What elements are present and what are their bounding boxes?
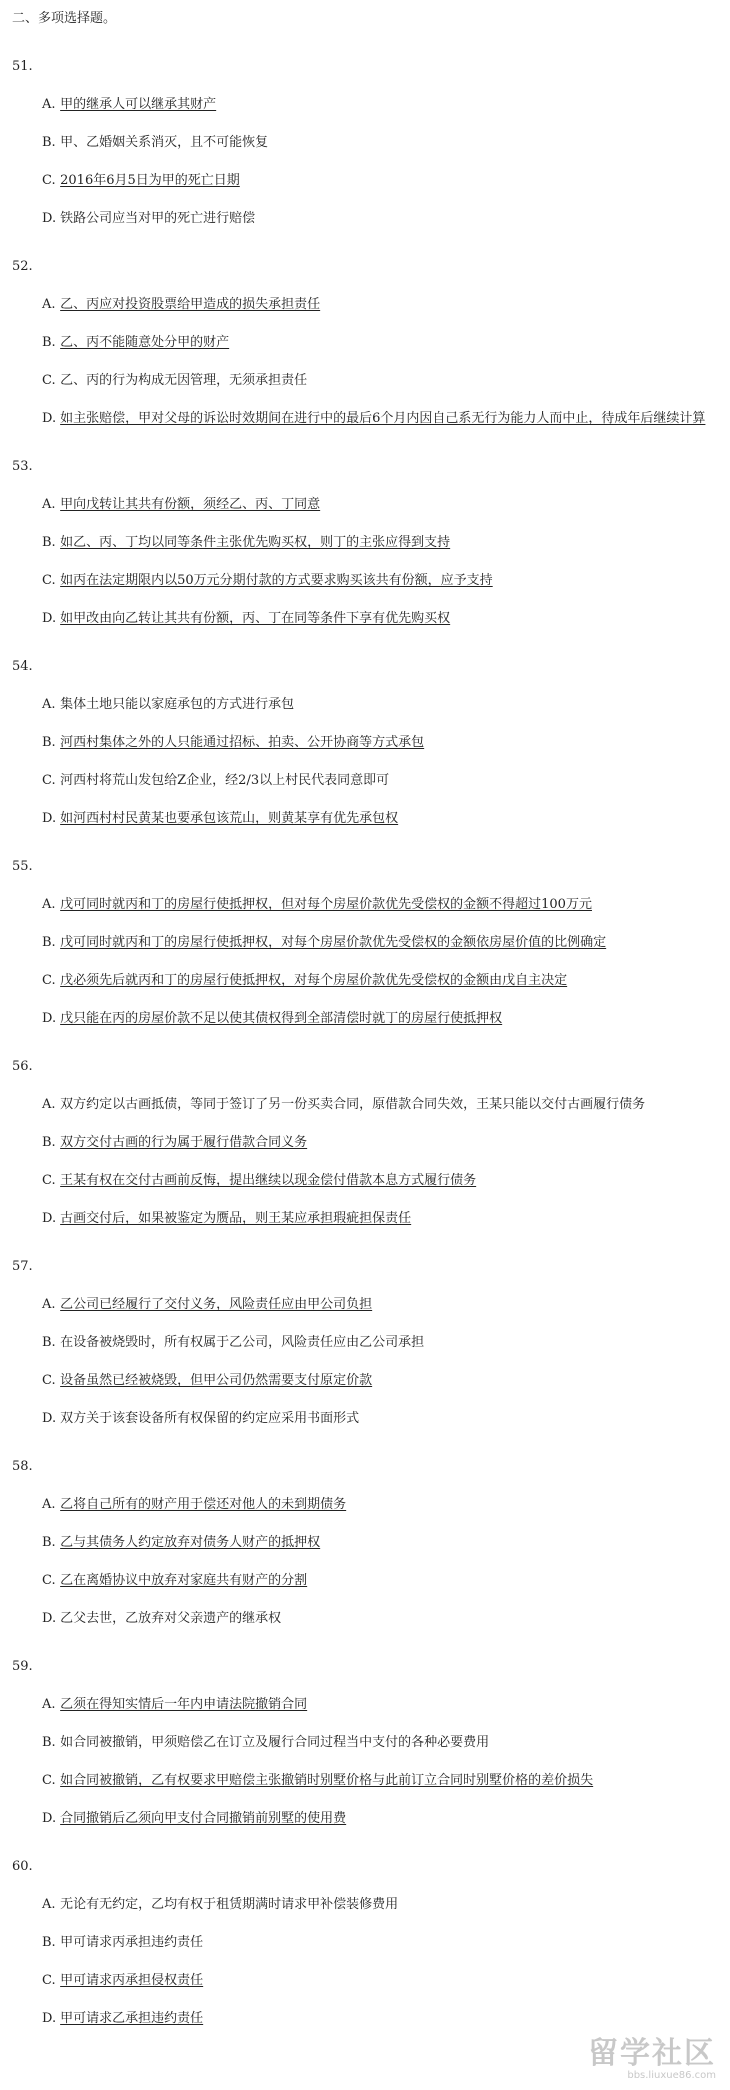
option-text: 如乙、丙、丁均以同等条件主张优先购买权，则丁的主张应得到支持 [60,535,451,550]
answer-option [42,1894,712,1915]
watermark-logo-text: 留学社区 [588,2036,716,2071]
answer-option [42,1132,712,1153]
answer-option [42,808,712,829]
question-spacer [12,246,712,258]
question-spacer [12,1846,712,1858]
option-text: 集体土地只能以家庭承包的方式进行承包 [60,697,295,712]
answer-option [42,332,712,353]
question-block [12,658,712,858]
answer-option [42,1294,712,1315]
option-text: 双方交付古画的行为属于履行借款合同义务 [60,1135,308,1150]
option-letter: B. [42,1935,56,1950]
option-text: 古画交付后，如果被鉴定为赝品，则王某应承担瑕疵担保责任 [60,1211,412,1226]
option-letter: A. [42,1497,56,1512]
option-letter: C. [42,173,56,188]
site-watermark-logo [588,2038,716,2082]
option-letter: D. [42,1611,57,1626]
option-letter: B. [42,935,56,950]
option-letter: B. [42,1735,56,1750]
option-letter: B. [42,135,56,150]
option-letter: B. [42,735,56,750]
option-letter: D. [42,211,57,226]
question-block [12,58,712,258]
question-block [12,1658,712,1858]
option-text: 如河西村村民黄某也要承包该荒山，则黄某享有优先承包权 [60,811,399,826]
question-spacer [12,1646,712,1658]
question-list [12,58,712,2029]
option-text: 在设备被烧毁时，所有权属于乙公司，风险责任应由乙公司承担 [60,1335,425,1350]
option-letter: D. [42,611,57,626]
answer-option [42,1170,712,1191]
question-number: 52. [12,259,33,274]
option-letter: B. [42,1135,56,1150]
option-text: 如甲改由向乙转让其共有份额，丙、丁在同等条件下享有优先购买权 [60,611,451,626]
option-letter: B. [42,1535,56,1550]
option-text: 乙、丙不能随意处分甲的财产 [60,335,230,350]
option-letter: D. [42,1011,57,1026]
option-text: 甲、乙婚姻关系消灭，且不可能恢复 [60,135,269,150]
question-spacer [12,846,712,858]
question-spacer [12,1246,712,1258]
question-number: 57. [12,1259,33,1274]
option-text: 河西村将荒山发包给Z企业，经2/3以上村民代表同意即可 [60,773,390,788]
option-text: 2016年6月5日为甲的死亡日期 [60,173,240,188]
answer-option [42,1932,712,1953]
answer-option [42,1608,712,1629]
option-letter: A. [42,97,56,112]
option-text: 戊可同时就丙和丁的房屋行使抵押权，但对每个房屋价款优先受偿权的金额不得超过100万元 [60,897,592,912]
answer-option [42,570,712,591]
option-letter: C. [42,973,56,988]
option-text: 戊必须先后就丙和丁的房屋行使抵押权，对每个房屋价款优先受偿权的金额由戊自主决定 [60,973,568,988]
answer-option [42,94,712,115]
question-number: 54. [12,659,33,674]
answer-option [42,1570,712,1591]
option-text: 乙与其债务人约定放弃对债务人财产的抵押权 [60,1535,321,1550]
option-letter: C. [42,1773,56,1788]
option-text: 乙须在得知实情后一年内申请法院撤销合同 [60,1697,308,1712]
option-letter: A. [42,897,56,912]
question-spacer [12,1446,712,1458]
answer-option [42,1094,712,1115]
answer-option [42,208,712,229]
answer-option [42,932,712,953]
question-block [12,1258,712,1458]
question-number: 51. [12,59,33,74]
option-text: 双方约定以古画抵债，等同于签订了另一份买卖合同，原借款合同失效，王某只能以交付古画履行债务 [60,1097,646,1112]
question-block [12,858,712,1058]
option-letter: C. [42,1973,56,1988]
option-letter: D. [42,1411,57,1426]
option-letter: D. [42,811,57,826]
answer-option [42,608,712,629]
question-spacer [12,446,712,458]
option-text: 如主张赔偿，甲对父母的诉讼时效期间在进行中的最后6个月内因自己系无行为能力人而中止，待成年后继续计算 [60,411,706,426]
answer-option [42,1694,712,1715]
answer-option [42,694,712,715]
answer-option [42,408,712,429]
question-number: 53. [12,459,33,474]
answer-option [42,1208,712,1229]
answer-option [42,1770,712,1791]
answer-option [42,2008,712,2029]
option-text: 甲可请求乙承担违约责任 [60,2011,204,2026]
answer-option [42,294,712,315]
answer-option [42,1008,712,1029]
option-letter: C. [42,1573,56,1588]
option-text: 戊只能在丙的房屋价款不足以使其债权得到全部清偿时就丁的房屋行使抵押权 [60,1011,503,1026]
option-text: 乙父去世，乙放弃对父亲遗产的继承权 [60,1611,282,1626]
option-text: 甲可请求丙承担违约责任 [60,1935,204,1950]
answer-option [42,494,712,515]
option-text: 戊可同时就丙和丁的房屋行使抵押权，对每个房屋价款优先受偿权的金额依房屋价值的比例确定 [60,935,607,950]
option-text: 乙公司已经履行了交付义务，风险责任应由甲公司负担 [60,1297,373,1312]
option-text: 甲向戊转让其共有份额，须经乙、丙、丁同意 [60,497,321,512]
option-letter: B. [42,1335,56,1350]
option-letter: A. [42,297,56,312]
option-letter: A. [42,1297,56,1312]
option-text: 河西村集体之外的人只能通过招标、拍卖、公开协商等方式承包 [60,735,425,750]
option-text: 乙、丙应对投资股票给甲造成的损失承担责任 [60,297,321,312]
option-letter: A. [42,697,56,712]
question-block [12,1458,712,1658]
answer-option [42,770,712,791]
option-text: 乙、丙的行为构成无因管理，无须承担责任 [60,373,308,388]
option-text: 王某有权在交付古画前反悔，提出继续以现金偿付借款本息方式履行债务 [60,1173,477,1188]
option-text: 乙在离婚协议中放弃对家庭共有财产的分割 [60,1573,308,1588]
option-text: 如合同被撤销，甲须赔偿乙在订立及履行合同过程当中支付的各种必要费用 [60,1735,490,1750]
question-block [12,258,712,458]
answer-option [42,1370,712,1391]
option-text: 铁路公司应当对甲的死亡进行赔偿 [60,211,256,226]
option-letter: C. [42,573,56,588]
option-letter: D. [42,1811,57,1826]
answer-option [42,732,712,753]
question-number: 55. [12,859,33,874]
option-letter: C. [42,1373,56,1388]
section-title: 二、多项选择题。 [12,11,117,26]
answer-option [42,532,712,553]
question-number: 60. [12,1859,33,1874]
option-letter: C. [42,773,56,788]
answer-option [42,1494,712,1515]
answer-option [42,1970,712,1991]
question-block [12,1858,712,2029]
question-number: 58. [12,1459,33,1474]
option-text: 合同撤销后乙须向甲支付合同撤销前别墅的使用费 [60,1811,347,1826]
question-number: 56. [12,1059,33,1074]
answer-option [42,132,712,153]
option-letter: A. [42,1097,56,1112]
watermark-url: bbs.liuxue86.com [627,2070,716,2081]
answer-option [42,1408,712,1429]
answer-option [42,1732,712,1753]
question-block [12,458,712,658]
option-text: 双方关于该套设备所有权保留的约定应采用书面形式 [60,1411,360,1426]
answer-option [42,1332,712,1353]
answer-option [42,1808,712,1829]
option-letter: A. [42,1697,56,1712]
option-letter: A. [42,497,56,512]
option-text: 无论有无约定，乙均有权于租赁期满时请求甲补偿装修费用 [60,1897,399,1912]
answer-option [42,1532,712,1553]
option-letter: D. [42,1211,57,1226]
option-letter: D. [42,2011,57,2026]
option-letter: A. [42,1897,56,1912]
question-spacer [12,1046,712,1058]
option-letter: B. [42,535,56,550]
option-text: 甲可请求丙承担侵权责任 [60,1973,204,1988]
question-block [12,1058,712,1258]
answer-option [42,894,712,915]
option-text: 设备虽然已经被烧毁，但甲公司仍然需要支付原定价款 [60,1373,373,1388]
option-text: 如合同被撤销，乙有权要求甲赔偿主张撤销时别墅价格与此前订立合同时别墅价格的差价损失 [60,1773,594,1788]
option-letter: D. [42,411,57,426]
answer-option [42,170,712,191]
option-text: 甲的继承人可以继承其财产 [60,97,217,112]
option-text: 如丙在法定期限内以50万元分期付款的方式要求购买该共有份额，应予支持 [60,573,493,588]
answer-option [42,370,712,391]
answer-option [42,970,712,991]
option-letter: B. [42,335,56,350]
option-letter: C. [42,1173,56,1188]
question-number: 59. [12,1659,33,1674]
option-letter: C. [42,373,56,388]
option-text: 乙将自己所有的财产用于偿还对他人的未到期债务 [60,1497,347,1512]
question-spacer [12,646,712,658]
